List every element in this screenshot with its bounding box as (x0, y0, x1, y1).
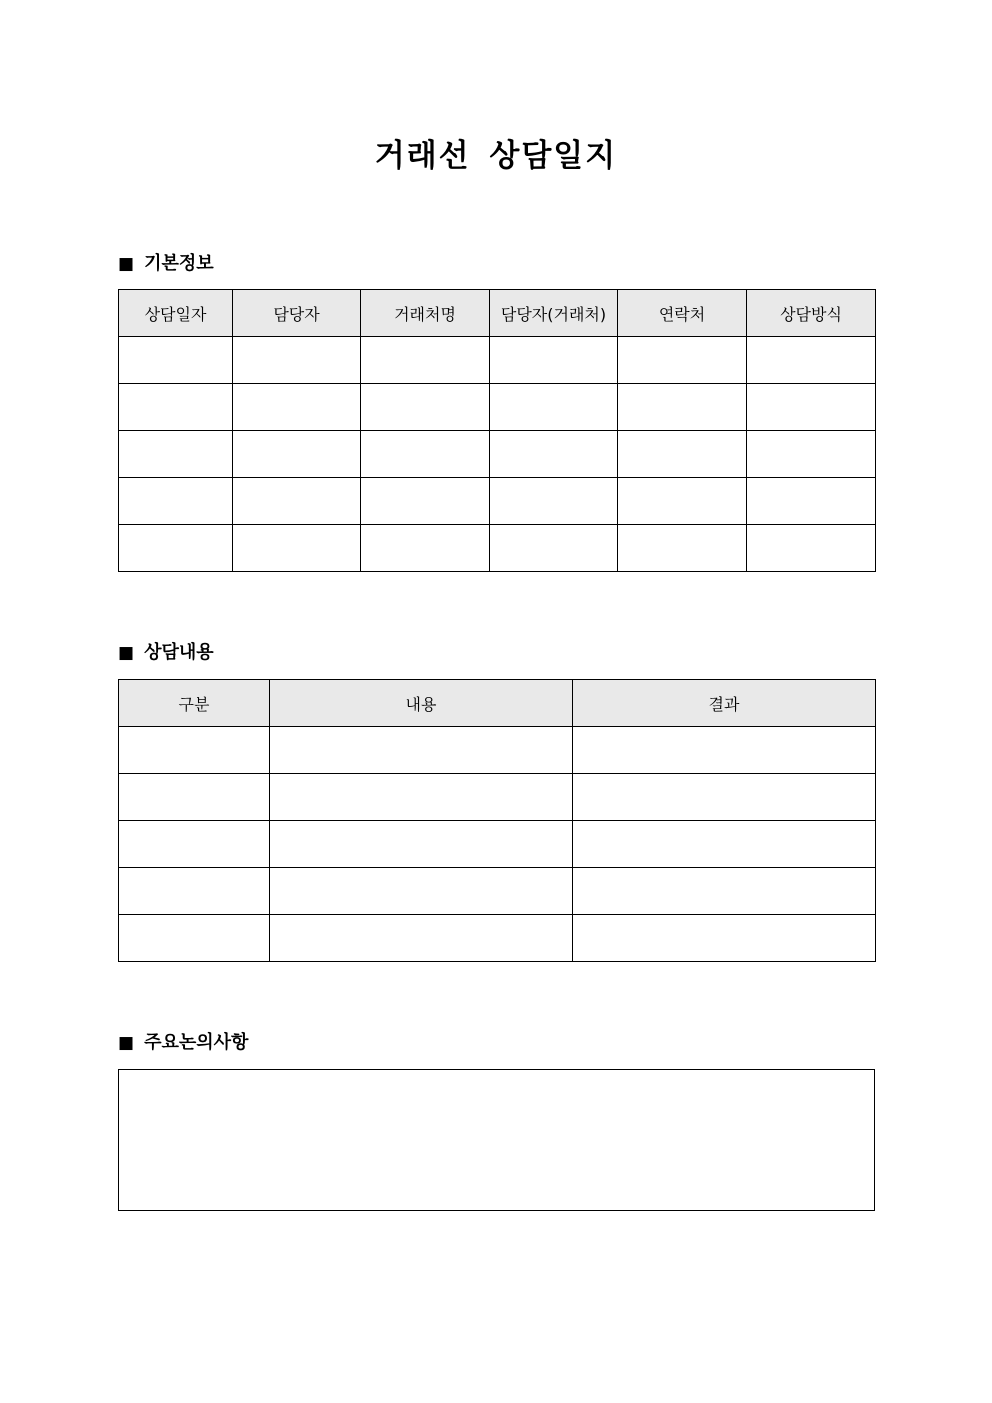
section-heading-key-discussion (118, 1031, 248, 1055)
table-cell[interactable] (233, 525, 361, 572)
column-header-client-contact-person: 담당자(거래처) (490, 290, 618, 337)
table-cell[interactable] (361, 337, 490, 384)
table-cell[interactable] (233, 384, 361, 431)
table-row (119, 431, 876, 478)
table-cell[interactable] (119, 774, 270, 821)
key-discussion-box[interactable] (118, 1069, 875, 1211)
document-title: 거래선 상담일지 (374, 138, 618, 174)
column-header-manager: 담당자 (233, 290, 361, 337)
table-cell[interactable] (233, 431, 361, 478)
table-cell[interactable] (490, 478, 618, 525)
table-row (119, 915, 876, 962)
table-cell[interactable] (119, 868, 270, 915)
table-cell[interactable] (270, 727, 573, 774)
table-row (119, 774, 876, 821)
table-cell[interactable] (361, 478, 490, 525)
table-cell[interactable] (618, 337, 747, 384)
table-cell[interactable] (573, 915, 876, 962)
table-cell[interactable] (361, 384, 490, 431)
table-cell[interactable] (119, 727, 270, 774)
table-row (119, 525, 876, 572)
section-heading-label: 기본정보 (144, 253, 214, 274)
table-cell[interactable] (747, 478, 876, 525)
table-row (119, 337, 876, 384)
table-cell[interactable] (618, 431, 747, 478)
table-row (119, 384, 876, 431)
table-cell[interactable] (270, 915, 573, 962)
consultation-table (118, 679, 876, 962)
square-bullet-icon: ■ (118, 643, 135, 663)
table-cell[interactable] (270, 821, 573, 868)
column-header-consultation-date: 상담일자 (119, 290, 233, 337)
table-cell[interactable] (119, 525, 233, 572)
table-cell[interactable] (747, 431, 876, 478)
table-cell[interactable] (490, 384, 618, 431)
section-heading-basic-info (118, 252, 214, 276)
table-cell[interactable] (119, 915, 270, 962)
table-header-row (119, 680, 876, 727)
column-header-client-name: 거래처명 (361, 290, 490, 337)
table-cell[interactable] (119, 431, 233, 478)
table-cell[interactable] (361, 525, 490, 572)
table-cell[interactable] (270, 868, 573, 915)
table-cell[interactable] (119, 478, 233, 525)
table-cell[interactable] (490, 525, 618, 572)
table-cell[interactable] (618, 384, 747, 431)
table-cell[interactable] (490, 337, 618, 384)
table-cell[interactable] (233, 337, 361, 384)
square-bullet-icon: ■ (118, 1033, 135, 1053)
square-bullet-icon: ■ (118, 254, 135, 274)
column-header-result: 결과 (573, 680, 876, 727)
table-cell[interactable] (233, 478, 361, 525)
table-cell[interactable] (573, 727, 876, 774)
table-cell[interactable] (747, 525, 876, 572)
table-cell[interactable] (573, 868, 876, 915)
section-heading-label: 상담내용 (144, 642, 214, 663)
table-cell[interactable] (573, 821, 876, 868)
table-cell[interactable] (747, 337, 876, 384)
table-cell[interactable] (270, 774, 573, 821)
basic-info-table (118, 289, 876, 572)
table-cell[interactable] (119, 337, 233, 384)
column-header-category: 구분 (119, 680, 270, 727)
table-cell[interactable] (361, 431, 490, 478)
table-cell[interactable] (119, 821, 270, 868)
table-cell[interactable] (618, 525, 747, 572)
table-cell[interactable] (747, 384, 876, 431)
table-cell[interactable] (490, 431, 618, 478)
table-row (119, 478, 876, 525)
table-row (119, 821, 876, 868)
table-header-row (119, 290, 876, 337)
table-row (119, 727, 876, 774)
table-cell[interactable] (119, 384, 233, 431)
column-header-content: 내용 (270, 680, 573, 727)
table-cell[interactable] (618, 478, 747, 525)
table-row (119, 868, 876, 915)
column-header-consultation-method: 상담방식 (747, 290, 876, 337)
table-cell[interactable] (573, 774, 876, 821)
section-heading-consultation (118, 641, 214, 665)
column-header-phone: 연락처 (618, 290, 747, 337)
section-heading-label: 주요논의사항 (144, 1032, 249, 1053)
